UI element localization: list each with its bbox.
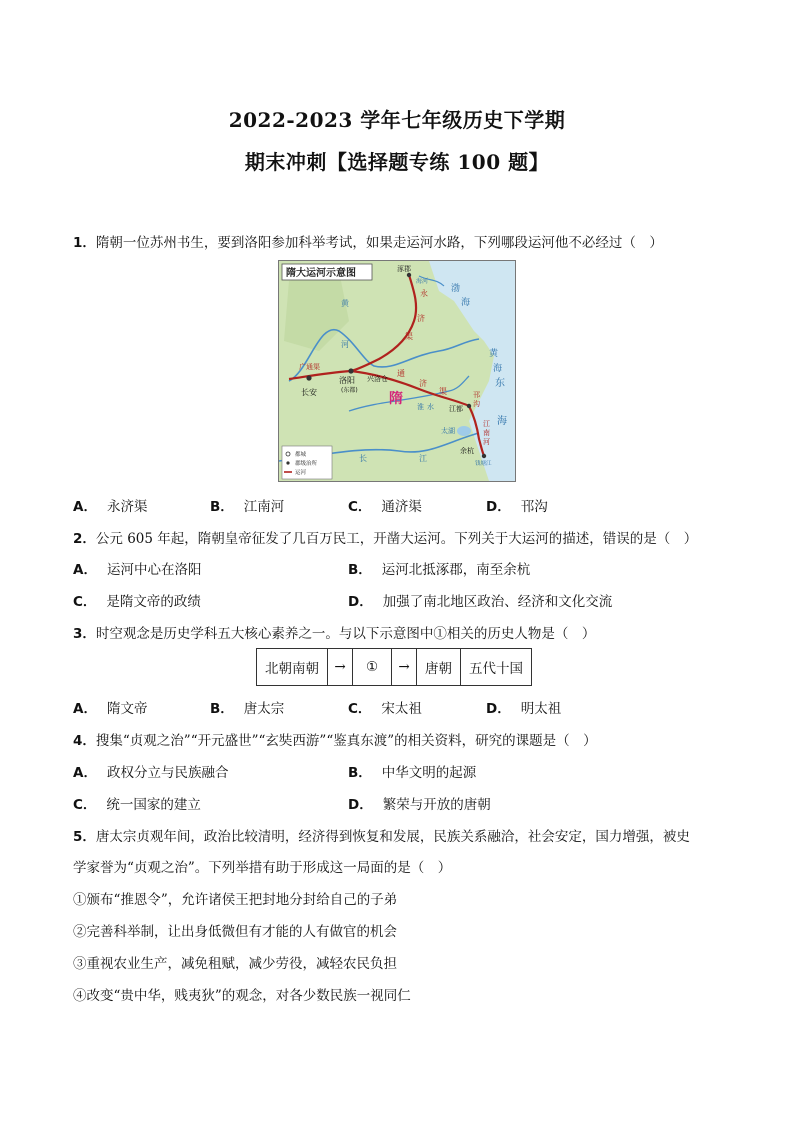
question-stem: 公元 605 年起，隋朝皇帝征发了几百万民工，开凿大运河。下列关于大运河的描述，错误的是（ ） xyxy=(95,531,698,547)
question-number: 3． xyxy=(73,626,96,642)
q4-option-d[interactable]: D． 繁荣与开放的唐朝 xyxy=(348,797,491,813)
question-number: 4． xyxy=(73,733,96,749)
legend-canal: 运河 xyxy=(295,470,307,476)
map-label-bohai: 海 xyxy=(461,298,471,308)
question-stem: 搜集“贞观之治”“开元盛世”“玄奘西游”“鉴真东渡”的相关资料，研究的课题是（ ） xyxy=(95,733,597,749)
map-label-zhuojun: 涿郡 xyxy=(397,265,411,273)
map-label-luoyang: 洛阳 xyxy=(339,376,355,385)
map-label-chang: 长 xyxy=(359,454,367,463)
q1-option-b[interactable]: B． 江南河 xyxy=(210,499,285,515)
q4-option-a[interactable]: A． 政权分立与民族融合 xyxy=(73,765,229,781)
timeline-cell: 唐朝 xyxy=(417,649,461,685)
map-label-ji2: 济 xyxy=(419,379,427,388)
map-title: 隋大运河示意图 xyxy=(286,268,356,279)
q4-option-c[interactable]: C． 统一国家的建立 xyxy=(73,797,201,813)
grand-canal-map xyxy=(278,260,516,482)
map-label-qiantangjiang: 钱塘江 xyxy=(475,461,492,467)
q2-option-c[interactable]: C． 是隋文帝的政绩 xyxy=(73,594,201,610)
map-label-sui: 隋 xyxy=(389,391,403,407)
q2-option-d[interactable]: D． 加强了南北地区政治、经济和文化交流 xyxy=(348,594,613,610)
timeline-diagram xyxy=(256,648,532,686)
timeline-cell: 五代十国 xyxy=(469,661,523,677)
q4-option-b[interactable]: B． 中华文明的起源 xyxy=(348,765,477,781)
q2-option-a[interactable]: A． 运河中心在洛阳 xyxy=(73,562,202,578)
arrow-icon: → xyxy=(328,649,353,685)
question-2 xyxy=(73,527,697,547)
question-stem: 隋朝一位苏州书生，要到洛阳参加科举考试，如果走运河水路，下列哪段运河他不必经过（ ） xyxy=(95,235,663,251)
map-label-xingluocang: 兴洛仓 xyxy=(367,375,388,383)
map-label-changan: 长安 xyxy=(301,388,317,397)
question-3 xyxy=(73,622,595,642)
map-label-jiang: 江 xyxy=(483,420,490,428)
map-label-qu1: 渠 xyxy=(405,332,413,341)
q2-option-b[interactable]: B． 运河北抵涿郡，南至余杭 xyxy=(348,562,531,578)
q3-option-d[interactable]: D． 明太祖 xyxy=(486,701,562,717)
q5-item: ③重视农业生产，减免租赋，减少劳役，减轻农民负担 xyxy=(73,956,397,972)
q1-option-a[interactable]: A． 永济渠 xyxy=(73,499,148,515)
question-4 xyxy=(73,729,597,749)
map-label-yellow-sea-1: 黄 xyxy=(489,349,499,359)
map-label-ji: 济 xyxy=(417,314,425,323)
question-number: 2． xyxy=(73,531,96,547)
q1-option-c[interactable]: C． 通济渠 xyxy=(348,499,422,515)
map-label-qu2: 渠 xyxy=(439,387,447,396)
q5-item: ①颁布“推恩令”，允许诸侯王把封地分封给自己的子弟 xyxy=(73,892,398,908)
map-label-he: 河 xyxy=(341,340,349,349)
document-title: 2022-2023 学年七年级历史下学期 xyxy=(228,108,566,132)
question-1 xyxy=(73,231,663,251)
map-label-haihe: 海河 xyxy=(416,278,429,285)
legend-prefecture: 郡级治所 xyxy=(295,461,318,467)
question-number: 1． xyxy=(73,235,96,251)
timeline-cell: 北朝南朝 xyxy=(257,649,328,685)
map-label-huang: 黄 xyxy=(341,299,349,308)
question-5 xyxy=(73,825,690,845)
map-label-jiangdu: 江都 xyxy=(449,405,463,413)
question-stem: 时空观念是历史学科五大核心素养之一。与以下示意图中①相关的历史人物是（ ） xyxy=(95,626,596,642)
timeline-cell: ① xyxy=(353,649,392,685)
q3-option-c[interactable]: C． 宋太祖 xyxy=(348,701,422,717)
map-label-he2: 河 xyxy=(483,438,490,446)
map-label-guangtongqu: 广通渠 xyxy=(299,363,320,371)
q1-option-d[interactable]: D． 邗沟 xyxy=(486,499,548,515)
q3-option-b[interactable]: B． 唐太宗 xyxy=(210,701,285,717)
question-stem-line-1: 唐太宗贞观年间，政治比较清明，经济得到恢复和发展，民族关系融洽，社会安定，国力增强，被史 xyxy=(95,829,690,845)
map-label-dongdu: (东都) xyxy=(341,387,358,394)
map-label-yong: 永 xyxy=(420,289,428,298)
map-label-taihu: 太湖 xyxy=(441,427,455,435)
map-label-nan: 南 xyxy=(483,429,490,437)
q5-item: ④改变“贵中华，贱夷狄”的观念，对各少数民族一视同仁 xyxy=(73,988,411,1004)
map-label-east: 东 xyxy=(495,378,505,389)
q5-item: ②完善科举制，让出身低微但有才能的人有做官的机会 xyxy=(73,924,397,940)
map-label-east-sea: 海 xyxy=(497,416,507,427)
map-label-yellow-sea-2: 海 xyxy=(493,364,503,374)
legend-capital: 都城 xyxy=(295,452,307,458)
q3-option-a[interactable]: A． 隋文帝 xyxy=(73,701,148,717)
question-number: 5． xyxy=(73,829,96,845)
map-label-huai: 淮 xyxy=(417,403,424,411)
question-5-continued: 学家誉为“贞观之治”。下列举措有助于形成这一局面的是（ ） xyxy=(73,860,452,876)
map-label-han: 邗 xyxy=(473,391,480,399)
document-subtitle: 期末冲刺【选择题专练 100 题】 xyxy=(244,150,550,174)
map-label-jiang2: 江 xyxy=(419,454,427,463)
map-label-shui: 水 xyxy=(427,403,434,411)
map-label-gou: 沟 xyxy=(473,400,480,408)
map-label-tong: 通 xyxy=(397,369,405,378)
map-label-bo: 渤 xyxy=(451,284,461,294)
arrow-icon: → xyxy=(392,649,417,685)
map-label-yuhang: 余杭 xyxy=(460,447,474,455)
